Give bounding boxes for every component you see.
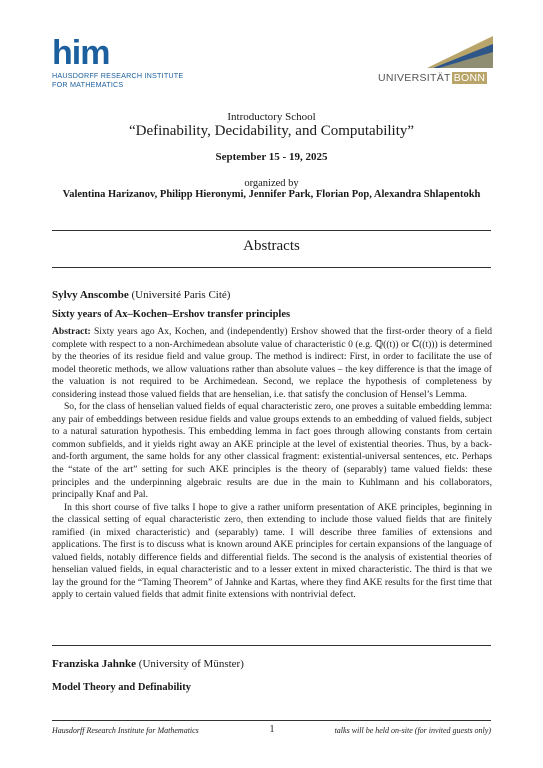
organized-by-label: organized by	[244, 178, 299, 189]
bonn-logo-university: UNIVERSITÄT	[378, 72, 451, 84]
abstract-paragraph: In this short course of five talks I hope to give a rather uniform presentation of AKE principles, beginning in the classical setting of equal characteristic zero, then extending to include those valued fields that are finitely ramified (in mixed characteristic) and (separably) tame. I will describe three families of extensions and applications. The first is to discuss what is known around AKE principles for certain expansions of the language of valued fields, notably difference fields and differential fields. The second is the analysis of existential theories of henselian valued fields, in equal characteristic and to a lesser extent in mixed characteristic. The third is that we lay the ground for the “Taming Theorem” of Jahnke and Kartas, where they find AKE results for the first time that apply to certain valued fields that admit finite extensions with nontrivial defect.	[52, 501, 492, 601]
speaker-affiliation: (Université Paris Cité)	[131, 289, 231, 301]
bonn-logo-text	[378, 72, 487, 84]
footer-institute: Hausdorff Research Institute for Mathematics	[52, 726, 199, 735]
divider-talks	[52, 645, 491, 646]
abstract-label: Abstract:	[52, 326, 91, 337]
abstract-body	[52, 326, 492, 602]
speaker-name: Franziska Jahnke	[52, 658, 137, 670]
speaker-affiliation: (University of Münster)	[138, 658, 244, 670]
him-logo-subtitle	[52, 71, 212, 89]
speaker-line	[52, 289, 230, 301]
page-number: 1	[269, 724, 275, 735]
abstract-paragraph-text: Sixty years ago Ax, Kochen, and (independently) Ershov showed that the first-order theory of a field complete with respect to a non-Archimedean absolute value of characteristic 0 (e.g. ℚ((t)) or ℂ((t))) is determined by the theories of its residue field and value group. The method is indirect: First, in order to facilitate the use of model theoretic methods, we allow valuations rather than absolute values – the key difference is that the image of the valuation is not required to be Archimedean. Second, we replace the hypothesis of completeness by considering instead those valued fields that are henselian, i.e. that satisfy the conclusion of Hensel’s Lemma.	[52, 326, 492, 400]
speaker-line	[52, 658, 244, 670]
bonn-logo-city: BONN	[453, 72, 486, 84]
talk-title: Model Theory and Definability	[52, 682, 191, 693]
organizers-list: Valentina Harizanov, Philipp Hieronymi, Jennifer Park, Florian Pop, Alexandra Shlapentokh	[62, 189, 481, 200]
divider-footer	[52, 720, 491, 721]
talk-title: Sixty years of Ax–Kochen–Ershov transfer principles	[52, 309, 291, 320]
him-logo-subtitle-line-2: FOR MATHEMATICS	[52, 80, 124, 89]
him-logo-subtitle-line-1: HAUSDORFF RESEARCH INSTITUTE	[52, 71, 184, 80]
abstracts-heading: Abstracts	[243, 238, 300, 254]
school-dates: September 15 - 19, 2025	[215, 151, 328, 163]
school-type: Introductory School	[227, 111, 316, 123]
speaker-name: Sylvy Anscombe	[52, 289, 129, 301]
divider-abstracts	[52, 267, 491, 268]
divider-top	[52, 230, 491, 231]
abstract-paragraph	[52, 326, 492, 401]
him-logo	[52, 34, 212, 89]
footer-note: talks will be held on-site (for invited guests only)	[334, 726, 491, 735]
him-logo-word: him	[52, 34, 110, 72]
abstract-paragraph: So, for the class of henselian valued fields of equal characteristic zero, one proves a suitable embedding lemma: any pair of embeddings between residue fields and value groups extends to an embedding of valued fields, subject to a natural saturation hypothesis. This embedding lemma in fact goes through allowing constants from certain common subfields, and it yields right away an AKE principle at the level of existential theories. Thus, by a back-and-forth argument, the same holds for any other classical fragment: existential-universal sentences, etc. Perhaps the “state of the art” setting for such AKE principles is the theory of (separably) tame valued fields: these principles and the underpinning algebraic results are due in the main to Kuhlmann and his collaborators, principally Knaf and Pal.	[52, 401, 492, 501]
school-title: “Definability, Decidability, and Computability”	[128, 123, 415, 139]
